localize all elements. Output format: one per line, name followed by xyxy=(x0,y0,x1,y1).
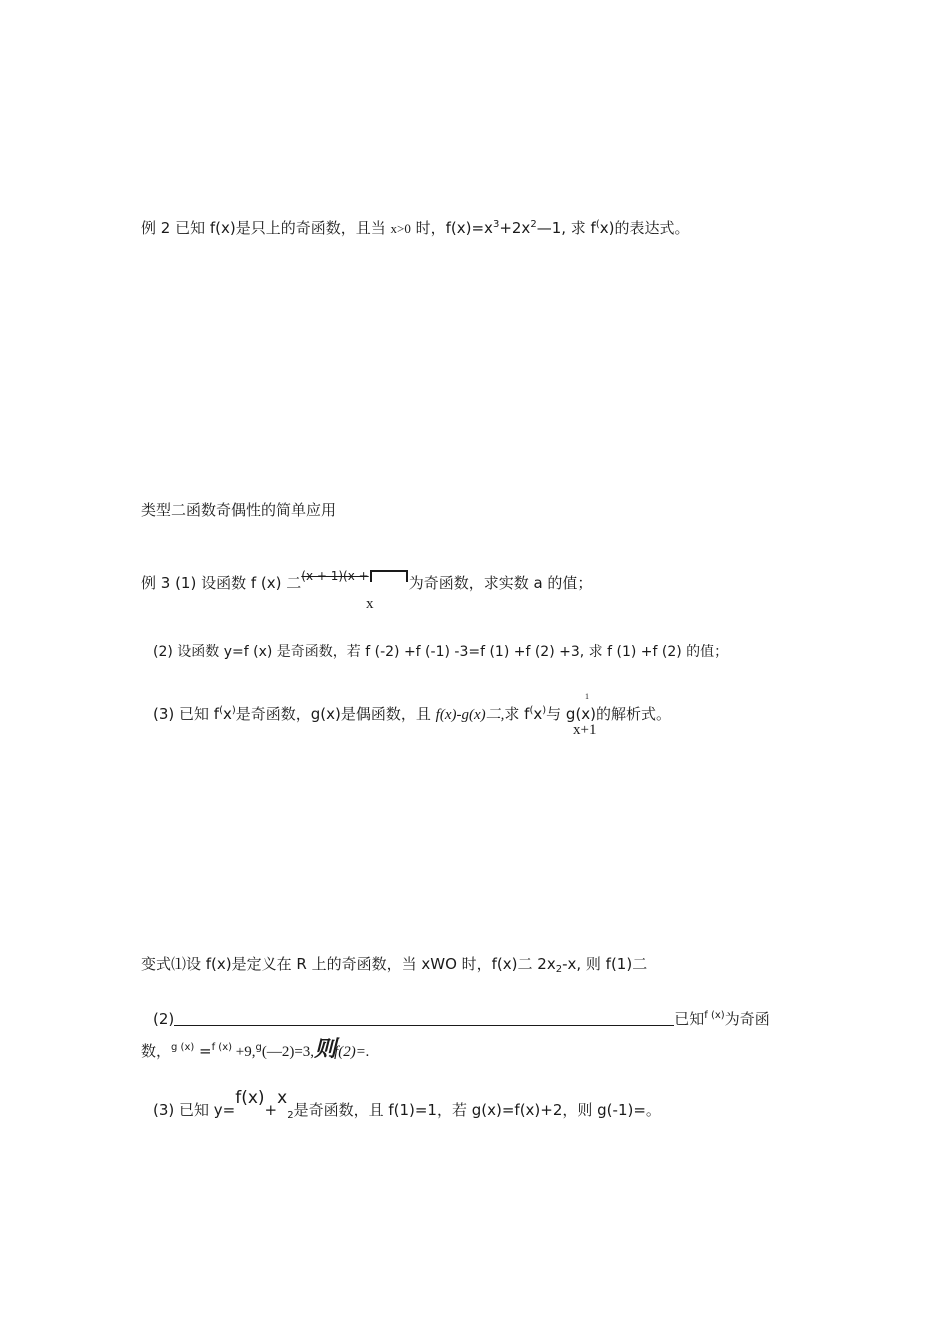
ex3-p3-text-c: 是奇函数，g(x)是偶函数，且 xyxy=(235,705,431,723)
ex3-p1-denominator: x xyxy=(366,596,374,612)
ex3-p1-garbled-glyph xyxy=(370,570,408,582)
ex3-p3-sup: ) xyxy=(231,705,236,716)
ex3-p3-text-a: (3) 已知 f xyxy=(153,705,220,723)
example-3-part-2: (2) 设函数 y=f (x) 是奇函数，若 f (-2) +f (-1) -3=f (1) +f (2) +3, 求 f (1) +f (2) 的值； xyxy=(153,644,729,660)
ex3-p3-tick: 1 xyxy=(585,692,589,701)
variant-3 xyxy=(153,1088,661,1121)
variant-2-line-1 xyxy=(153,1009,770,1032)
variant-2-text-f: f(2)=. xyxy=(334,1044,370,1060)
variant-2-text-b: 为奇函 xyxy=(724,1010,770,1028)
ex3-p1-text: 例 3 (1) 设函数 f (x) 二 xyxy=(141,574,302,592)
variant-2-line-2 xyxy=(141,1037,370,1064)
variant-1-text: 变式⑴设 f(x)是定义在 R 上的奇函数，当 xWO 时，f(x)二 2x xyxy=(141,955,556,973)
ex3-p1-tail: 为奇函数，求实数 a 的值； xyxy=(408,574,593,592)
example-3-part-3: (3) 已知 f(x)是奇函数，g(x)是偶函数，且 f(x)-g(x)二,求 f(x)与 g(x)的解析式。 xyxy=(153,705,672,723)
variant-3-subscript: 2 xyxy=(287,1110,294,1121)
ex2-text-d: —1, 求 f xyxy=(536,219,596,237)
variant-2-text-a: 已知 xyxy=(674,1010,705,1028)
variant-2-number: (2) xyxy=(153,1010,175,1028)
variant-2-text-d: +9, xyxy=(232,1044,256,1060)
variant-1-subscript: 2 xyxy=(555,964,563,975)
variant-2-eq: = xyxy=(194,1042,212,1060)
ex2-text-e: x)的表达式。 xyxy=(599,219,690,237)
variant-1 xyxy=(141,954,647,974)
variant-3-x: x xyxy=(277,1088,288,1108)
variant-3-text-b: 是奇函数，且 f(1)=1，若 g(x)=f(x)+2，则 g(-1)=。 xyxy=(293,1101,661,1119)
variant-3-plus: + xyxy=(264,1101,278,1119)
variant-3-text-a: (3) 已知 y= xyxy=(153,1101,236,1119)
ex3-p3-equation: f(x)-g(x)二, xyxy=(435,707,505,723)
ex3-p3-text-d: 求 f xyxy=(504,705,530,723)
variant-2-gx: g (x) xyxy=(171,1042,195,1053)
ex2-exponent-3: 3 xyxy=(492,219,500,230)
ex3-p3-x2: x xyxy=(533,705,543,723)
ex2-text-c: +2x xyxy=(499,219,531,237)
section-heading: 类型二函数奇偶性的简单应用 xyxy=(141,501,337,519)
variant-2-ze: 则 xyxy=(314,1037,335,1062)
variant-2-fx: f (x) xyxy=(704,1010,725,1021)
ex3-p3-x: x xyxy=(222,705,232,723)
variant-2-g2: g xyxy=(255,1042,262,1053)
answer-blank[interactable] xyxy=(174,1011,674,1026)
ex3-p1-numerator: (x + 1)(x + xyxy=(301,569,369,583)
ex2-text-a: 例 2 已知 f(x)是只上的奇函数，且当 xyxy=(141,219,386,237)
ex3-p3-denominator: x+1 xyxy=(573,722,597,738)
ex2-condition: x>0 xyxy=(390,221,411,236)
variant-3-fx: f(x) xyxy=(235,1088,265,1108)
variant-2-text-e: (—2)=3, xyxy=(261,1044,315,1060)
variant-2-fx2: f (x) xyxy=(211,1042,233,1053)
variant-1-tail: -x, 则 f(1)二 xyxy=(562,955,648,973)
example-2: 例 2 已知 f(x)是只上的奇函数，且当 x>0 时，$f(x)=x^3+2x^2—1$, 求 f(x)的表达式。 xyxy=(141,219,690,237)
ex2-exponent-2: 2 xyxy=(530,219,537,230)
ex2-text-b: 时，f(x)=x xyxy=(415,219,493,237)
variant-2-text-c: 数， xyxy=(141,1042,172,1060)
example-3-part-1 xyxy=(141,569,593,594)
ex3-p3-text-f: 与 g(x)的解析式。 xyxy=(546,705,672,723)
